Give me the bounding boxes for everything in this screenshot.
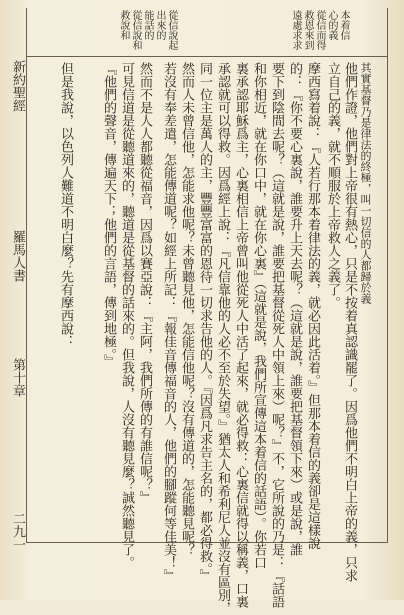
body-column: 立自己的義，就不順服於上帝救人之義了。 <box>325 62 340 309</box>
margin-note: 遠處求求 <box>290 10 301 50</box>
margin-note: 出來的 <box>154 10 165 40</box>
right-rule <box>387 8 388 542</box>
margin-note: 能話的 <box>142 10 153 40</box>
body-column: 和你相近，就在你口中，就在你心裏』（這就是說，我們所宣傳這本着信的話語）。你若口 <box>251 62 266 569</box>
body-column: 摩西寫着說：『人若行那本着律法的義，就必因此活着。』但那本着信的義卻是這樣說 <box>305 62 320 550</box>
body-column: 但是我說，以色列人難道不明白麼？先有摩西說： <box>58 62 73 348</box>
right-commentary: 其實基督乃是律法的終極，叫一切信的人都歸於義 <box>359 62 372 304</box>
page-number: 二九一 <box>10 512 25 551</box>
margin-note: 救說和 <box>118 10 129 40</box>
body-column: 然而不是人人都聽從福音，因爲以賽亞說：『主阿，我們所傳的有誰信呢？』 <box>137 62 152 504</box>
body-column: 可見信道是從聽道來的，聽道是從基督的話來的。但我說，人沒有聽見麼？誠然聽見了。 <box>119 62 134 569</box>
book-title: 新約聖經 <box>10 60 25 112</box>
chapter-number: 第十章 <box>10 358 25 397</box>
margin-note: 從信說和 <box>130 10 141 50</box>
body-column: 他們作證，他們對上帝很有熱心，只是不按着真認識罷了。因爲他們不明白上帝的義，只求 <box>342 62 357 582</box>
body-column: 裏承認耶穌爲主，心裏相信上帝曾叫他從死人中活了起來，就必得救：心裏信就得以稱義，口裏 <box>233 62 248 608</box>
body-column: 若沒有奉差遣，怎能傳道呢？如經上所記：『報佳音傳福音的人，他們的腳蹤何等佳美！』 <box>161 62 176 582</box>
body-column: 同一位主是萬人的主，豐豐富富的恩待一切求告他的人。『因爲凡求告主名的，都必得救。』 <box>197 62 212 582</box>
chapter-title: 羅馬人書 <box>10 230 25 282</box>
margin-note: 救恩來到 <box>302 10 313 50</box>
top-rule <box>26 56 388 57</box>
margin-note: 心的義 <box>326 10 337 40</box>
margin-note: 本着信 <box>338 10 349 40</box>
margin-note: 從信而得 <box>314 10 325 50</box>
body-column: 要下到陰間去呢？（這就是說，誰要把基督從死人中領上來）呢？』不，它所說的乃是：『話語 <box>269 62 284 608</box>
body-column: 的：『你不要心裏說，誰要升上天去呢？（這就是說，誰要把基督領下來）或是說，誰 <box>287 62 302 556</box>
body-column: 『他們的聲音，傳遍天下；他們的言語，傳到地極。』 <box>101 62 116 368</box>
margin-note: 從信說起 <box>166 10 177 50</box>
body-column: 承認就可以得救。因爲經上說：『凡信靠他的人必不至於失望。』猶太人和希利尼人並沒有區別， <box>215 62 230 615</box>
body-column: 然而人未曾信他，怎能求他呢？未曾聽見他，怎能信他呢？沒有傳道的，怎能聽見呢？ <box>179 62 194 556</box>
